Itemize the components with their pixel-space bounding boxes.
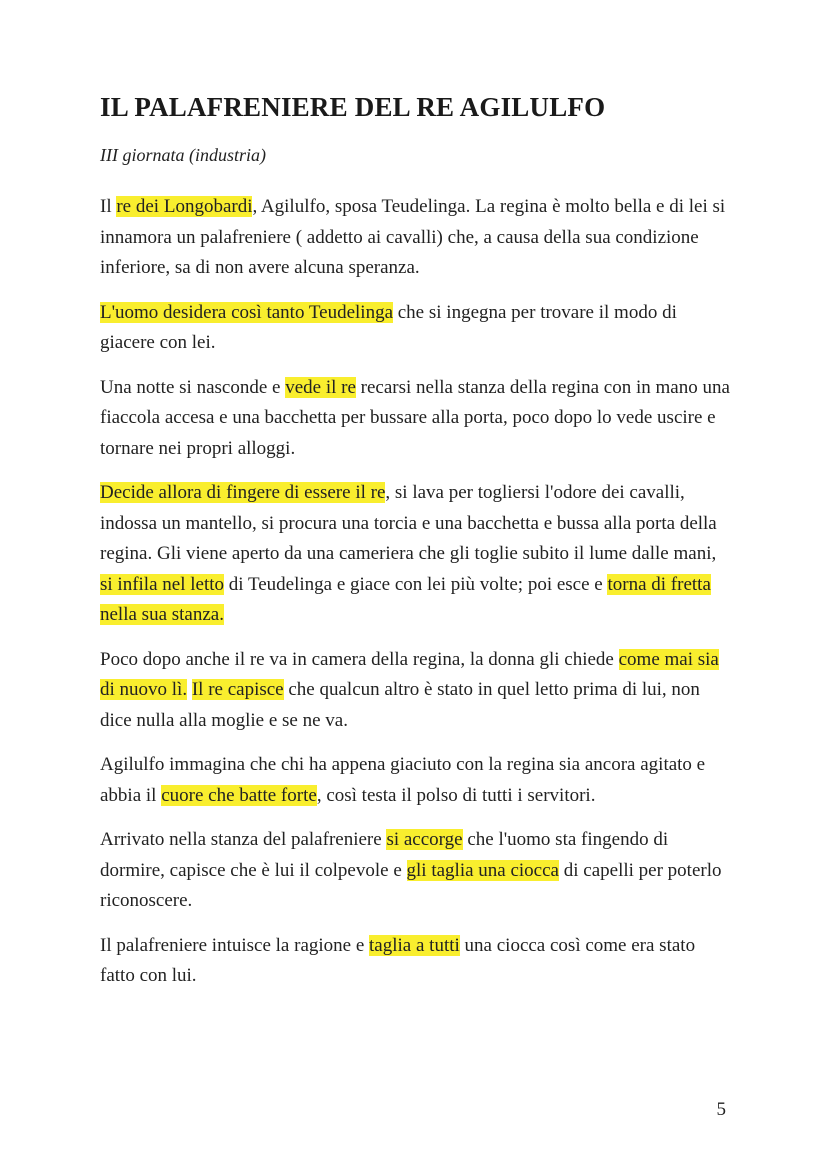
highlighted-text: vede il re — [285, 376, 356, 398]
text-segment: che si ingegna per trovare il modo di giacere con lei. — [100, 301, 677, 353]
text-segment: Arrivato nella stanza del palafreniere — [100, 829, 387, 850]
text-segment: Il palafreniere intuisce la ragione e — [100, 934, 370, 956]
text-segment: Agilulfo immagina che chi ha appena giaciuto con la regina sia ancora agitato e abbia il — [100, 754, 706, 806]
paragraph — [100, 825, 730, 917]
page-subtitle: III giornata (industria) — [100, 145, 266, 165]
paragraph — [100, 373, 730, 465]
text-segment: , si lava per togliersi l'odore dei cavalli, indossa un mantello, si procura una torcia e una bacchetta e bussa alla porta della regina. Gli viene aperto da una cameriera che gli toglie subito il lume dalle mani, — [100, 482, 717, 564]
highlighted-text: cuore che batte forte — [161, 784, 317, 806]
text-segment: di Teudelinga e giace con lei più volte; poi esce e — [224, 573, 608, 595]
highlighted-text: taglia a tutti — [369, 934, 460, 956]
paragraph — [100, 192, 730, 284]
paragraph — [100, 298, 730, 359]
highlighted-text: torna di fretta nella sua stanza. — [100, 573, 711, 625]
text-segment: , così testa il polso di tutti i servitori. — [316, 784, 596, 806]
text-segment: Il — [100, 196, 117, 217]
document-body — [100, 192, 730, 992]
highlighted-text: si accorge — [386, 829, 463, 850]
page-title: IL PALAFRENIERE DEL RE AGILULFO — [100, 92, 606, 122]
text-segment: , Agilulfo, sposa Teudelinga. La regina è molto bella e di lei si innamora un palafreniere ( addetto ai cavalli) che, a causa della sua condizione inferiore, sa di non avere alcuna speranza. — [100, 196, 726, 278]
highlighted-text: re dei Longobardi — [116, 196, 253, 217]
paragraph — [100, 645, 730, 737]
highlighted-text: Il re capisce — [191, 679, 284, 700]
paragraph — [100, 478, 730, 631]
text-segment: Una notte si nasconde e — [100, 376, 286, 398]
paragraph — [100, 931, 730, 992]
highlighted-text: L'uomo desidera così tanto Teudelinga — [100, 301, 393, 323]
text-segment: una ciocca così come era stato fatto con lui. — [100, 934, 696, 986]
highlighted-text: come mai sia di nuovo lì. — [100, 648, 719, 700]
page-number: 5 — [716, 1099, 726, 1120]
paragraph — [100, 750, 730, 811]
text-segment: che l'uomo sta fingendo di dormire, capisce che è lui il colpevole e — [100, 829, 669, 881]
text-segment: recarsi nella stanza della regina con in mano una fiaccola accesa e una bacchetta per bussare alla porta, poco dopo lo vede uscire e tornare nei propri alloggi. — [100, 376, 730, 459]
highlighted-text: gli taglia una ciocca — [406, 859, 559, 881]
highlighted-text: Decide allora di fingere di essere il re — [100, 482, 386, 503]
text-segment: che qualcun altro è stato in quel letto prima di lui, non dice nulla alla moglie e se ne va. — [100, 679, 700, 731]
text-segment: Poco dopo anche il re va in camera della regina, la donna gli chiede — [100, 648, 619, 670]
highlighted-text: si infila nel letto — [100, 573, 225, 595]
text-segment: di capelli per poterlo riconoscere. — [100, 859, 722, 911]
